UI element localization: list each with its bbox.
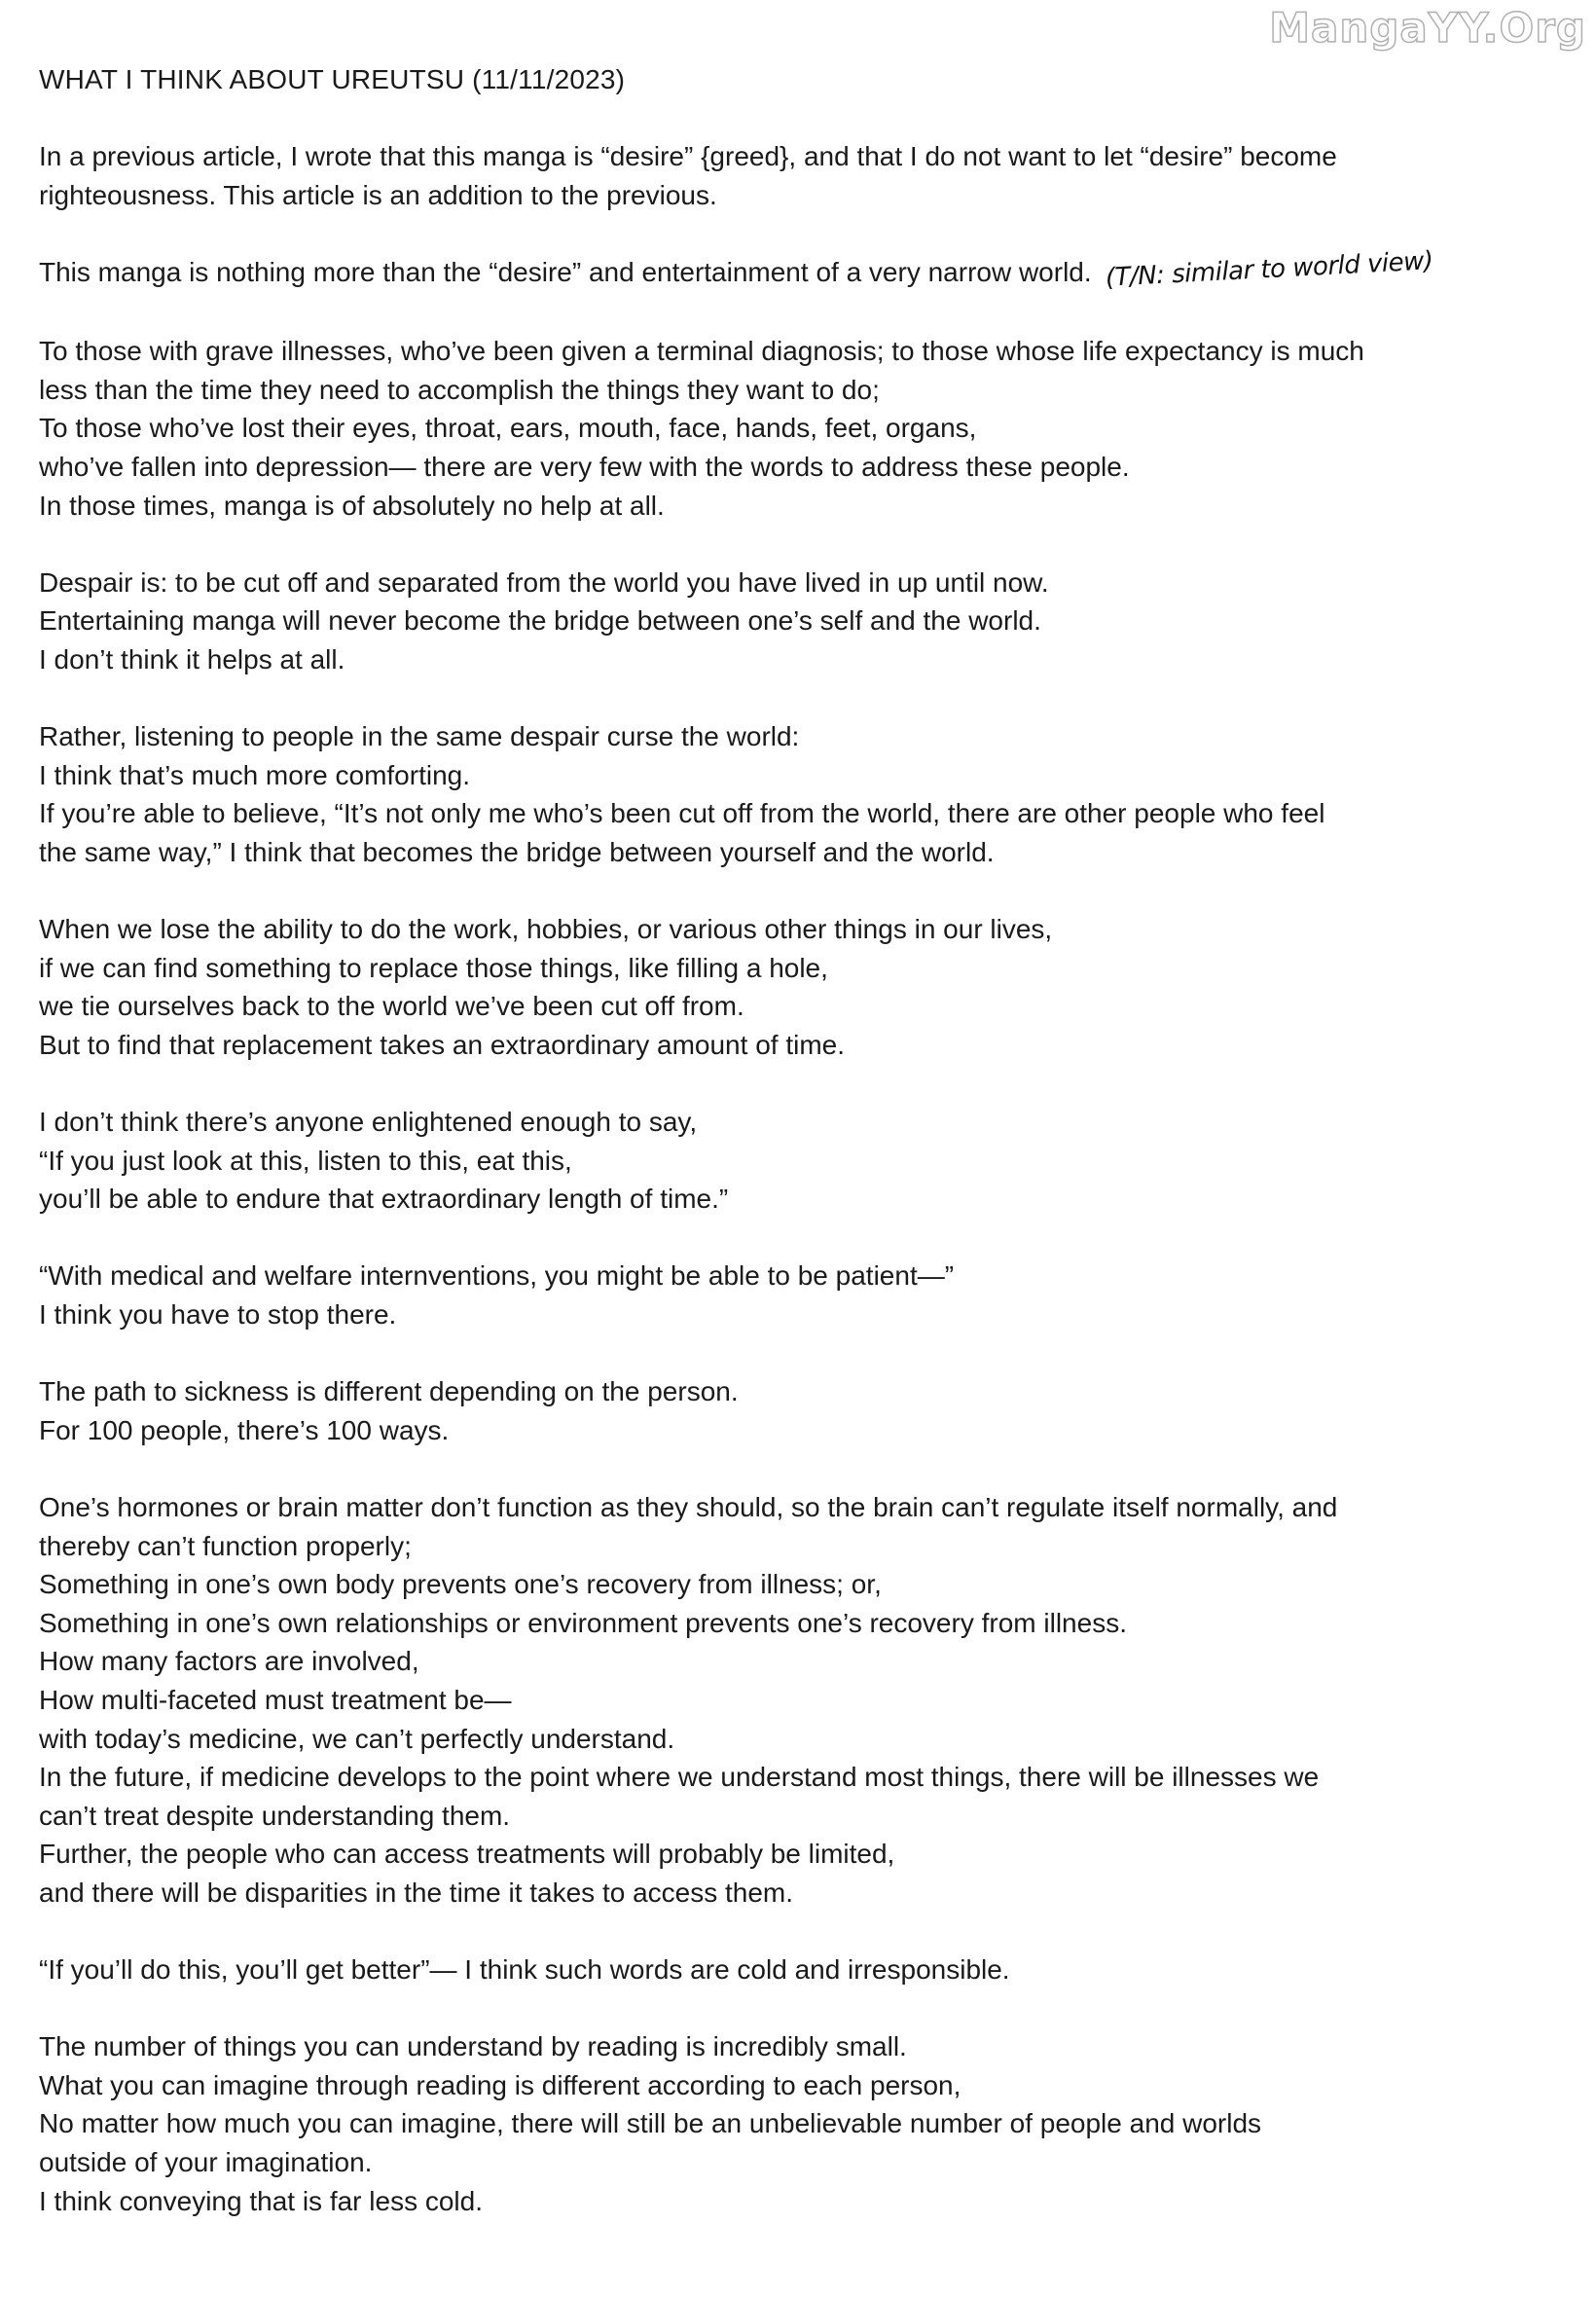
paragraph-line: Something in one’s own body prevents one’s recovery from illness; or,: [39, 1569, 882, 1600]
paragraph-line: One’s hormones or brain matter don’t function as they should, so the brain can’t regulate itself normally, and: [39, 1491, 1338, 1522]
paragraph: [39, 1103, 1557, 1219]
paragraph-line: When we lose the ability to do the work, hobbies, or various other things in our lives,: [39, 914, 1053, 945]
paragraph-container: [39, 137, 1557, 2220]
paragraph-line: [39, 246, 1557, 294]
paragraph-line: I don’t think it helps at all.: [39, 643, 345, 675]
paragraph-line: I think that’s much more comforting.: [39, 759, 470, 790]
paragraph-line: who’ve fallen into depression— there are very few with the words to address these people.: [39, 451, 1130, 482]
watermark-logo: MangaYY.Org: [1269, 4, 1586, 52]
paragraph-line: No matter how much you can imagine, there will still be an unbelievable number of people and worlds: [39, 2108, 1262, 2139]
paragraph-line: To those who’ve lost their eyes, throat, ears, mouth, face, hands, feet, organs,: [39, 413, 977, 444]
paragraph-line: Further, the people who can access treatments will probably be limited,: [39, 1839, 895, 1870]
paragraph: [39, 1951, 1557, 1989]
paragraph-line: In a previous article, I wrote that this manga is “desire” {greed}, and that I do not want to let “desire” become: [39, 141, 1337, 172]
paragraph-line: we tie ourselves back to the world we’ve been cut off from.: [39, 991, 744, 1022]
paragraph: [39, 137, 1557, 214]
paragraph-line: outside of your imagination.: [39, 2147, 373, 2178]
paragraph-line: can’t treat despite understanding them.: [39, 1800, 511, 1831]
paragraph-line: thereby can’t function properly;: [39, 1530, 412, 1561]
paragraph: [39, 910, 1557, 1064]
paragraph-line: if we can find something to replace those things, like filling a hole,: [39, 952, 828, 983]
document-title: WHAT I THINK ABOUT UREUTSU (11/11/2023): [39, 64, 626, 94]
paragraph: [39, 1257, 1557, 1333]
paragraph-line: the same way,” I think that becomes the bridge between yourself and the world.: [39, 836, 995, 867]
paragraph-line: “If you just look at this, listen to this, eat this,: [39, 1145, 572, 1176]
paragraph-line: less than the time they need to accomplish the things they want to do;: [39, 374, 880, 405]
paragraph-line: “With medical and welfare internventions, you might be able to be patient—”: [39, 1260, 955, 1292]
paragraph-line: with today’s medicine, we can’t perfectly understand.: [39, 1723, 675, 1754]
paragraph-line: Entertaining manga will never become the bridge between one’s self and the world.: [39, 605, 1041, 637]
paragraph: [39, 717, 1557, 871]
paragraph-line: In those times, manga is of absolutely no help at all.: [39, 490, 665, 521]
paragraph-line: For 100 people, there’s 100 ways.: [39, 1414, 450, 1445]
paragraph-line: Despair is: to be cut off and separated from the world you have lived in up until now.: [39, 566, 1049, 598]
paragraph-line: “If you’ll do this, you’ll get better”— I think such words are cold and irresponsible.: [39, 1954, 1010, 1986]
paragraph: [39, 332, 1557, 525]
paragraph-line: righteousness. This article is an addition to the previous.: [39, 179, 717, 210]
paragraph-line: How multi-faceted must treatment be—: [39, 1684, 512, 1715]
paragraph: [39, 2027, 1557, 2220]
paragraph-line: Rather, listening to people in the same despair curse the world:: [39, 721, 800, 752]
paragraph-line: But to find that replacement takes an extraordinary amount of time.: [39, 1029, 845, 1060]
translator-note: (T/N: similar to world view): [1104, 246, 1433, 293]
document-body: [39, 60, 1557, 2259]
paragraph: [39, 564, 1557, 679]
paragraph-line: you’ll be able to endure that extraordinary length of time.”: [39, 1184, 729, 1215]
paragraph-line: The number of things you can understand by reading is incredibly small.: [39, 2031, 907, 2062]
paragraph-line: The path to sickness is different depending on the person.: [39, 1376, 739, 1407]
paragraph-line: To those with grave illnesses, who’ve been given a terminal diagnosis; to those whose life expectancy is much: [39, 336, 1364, 367]
paragraph-line: If you’re able to believe, “It’s not only me who’s been cut off from the world, there are other people who feel: [39, 798, 1325, 829]
paragraph-line: How many factors are involved,: [39, 1646, 419, 1677]
paragraph-line: Something in one’s own relationships or environment prevents one’s recovery from illness.: [39, 1607, 1127, 1638]
paragraph: [39, 1372, 1557, 1449]
paragraph-line-text: This manga is nothing more than the “desire” and entertainment of a very narrow world.: [39, 256, 1092, 287]
paragraph-line: I think you have to stop there.: [39, 1299, 397, 1330]
paragraph-line: and there will be disparities in the time it takes to access them.: [39, 1877, 794, 1908]
paragraph-line: In the future, if medicine develops to the point where we understand most things, there will be illnesses we: [39, 1762, 1320, 1793]
paragraph: [39, 1488, 1557, 1913]
paragraph: [39, 246, 1557, 294]
paragraph-line: What you can imagine through reading is different according to each person,: [39, 2069, 961, 2100]
paragraph-line: I don’t think there’s anyone enlightened enough to say,: [39, 1107, 698, 1138]
paragraph-line: I think conveying that is far less cold.: [39, 2185, 483, 2216]
